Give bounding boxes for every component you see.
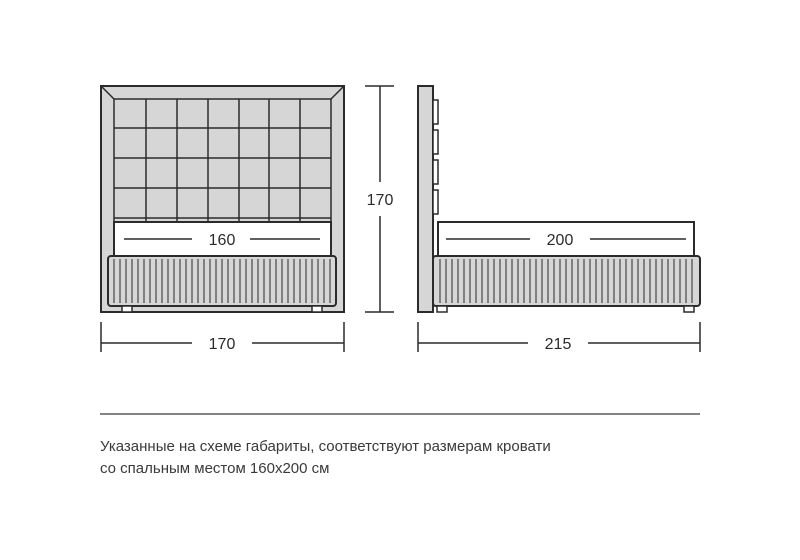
bed-foot [684,306,694,312]
total-width-label: 170 [208,336,236,353]
bed-foot [122,306,132,312]
side-view [418,86,700,312]
bed-foot [312,306,322,312]
front-view [101,86,344,312]
mattress-length-label: 200 [546,232,574,249]
caption [100,436,720,480]
mattress-width-label: 160 [208,232,236,249]
total-length-label: 215 [544,336,572,353]
headboard-side [418,86,433,312]
caption-line-1: Указанные на схеме габариты, соответствуют размерам кровати [100,438,551,455]
total-height-label: 170 [366,192,394,209]
caption-line-2: со спальным местом 160х200 см [100,460,330,477]
bed-foot [437,306,447,312]
